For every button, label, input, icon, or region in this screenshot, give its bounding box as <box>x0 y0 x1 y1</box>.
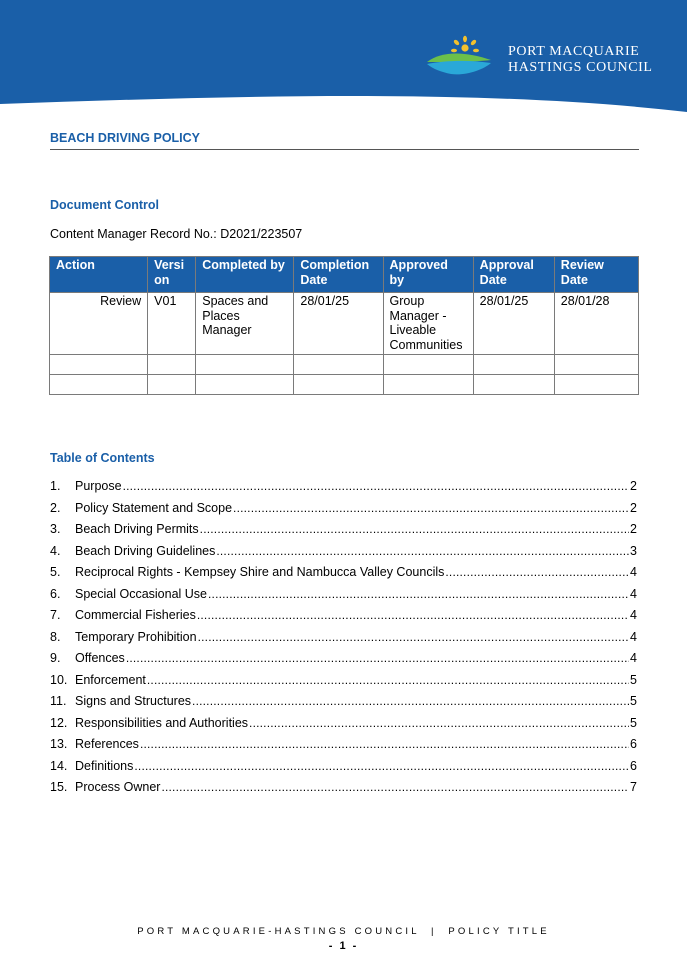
table-cell <box>294 355 383 375</box>
table-cell <box>554 355 638 375</box>
toc-title: Responsibilities and Authorities <box>75 715 249 730</box>
page-number: - 1 - <box>328 940 359 952</box>
toc-page-number: 5 <box>630 672 637 687</box>
table-row <box>50 293 639 355</box>
toc-leader <box>200 521 629 538</box>
toc-item[interactable] <box>50 586 637 608</box>
toc-title: Beach Driving Guidelines <box>75 543 216 558</box>
table-cell: Spaces and Places Manager <box>196 293 294 355</box>
toc-item[interactable] <box>50 715 637 737</box>
toc-title: Reciprocal Rights - Kempsey Shire and Nambucca Valley Councils <box>75 565 445 579</box>
toc-number: 8. <box>50 629 61 644</box>
toc-leader <box>161 779 629 796</box>
table-cell <box>196 375 294 395</box>
table-row <box>50 375 639 395</box>
toc-leader <box>126 650 629 667</box>
table-header-row <box>50 257 639 293</box>
table-cell <box>148 375 196 395</box>
table-cell <box>148 355 196 375</box>
document-control-heading: Document Control <box>50 198 160 212</box>
toc-page-number: 4 <box>630 629 637 644</box>
toc-item[interactable] <box>50 629 637 651</box>
toc-item[interactable] <box>50 478 637 500</box>
toc-leader <box>445 564 629 581</box>
column-header: Approval Date <box>473 257 554 293</box>
table-cell: Review <box>50 293 148 355</box>
toc-number: 7. <box>50 608 61 622</box>
toc-item[interactable] <box>50 543 637 565</box>
toc-number: 13. <box>50 737 68 751</box>
toc-number: 6. <box>50 586 61 601</box>
table-row <box>50 355 639 375</box>
toc-title: Offences <box>75 651 125 665</box>
toc-leader <box>216 543 629 560</box>
toc-title: Temporary Prohibition <box>75 629 197 644</box>
table-of-contents <box>50 478 637 801</box>
toc-leader <box>249 715 629 732</box>
document-control-table <box>49 256 639 395</box>
toc-page-number: 5 <box>630 715 637 730</box>
toc-item[interactable] <box>50 607 637 629</box>
toc-page-number: 2 <box>630 479 637 493</box>
toc-number: 5. <box>50 565 61 579</box>
toc-title: Definitions <box>75 758 134 773</box>
toc-page-number: 2 <box>630 500 637 515</box>
toc-number: 9. <box>50 651 61 665</box>
toc-leader <box>233 500 629 517</box>
toc-leader <box>140 736 629 753</box>
logo-line-2: HASTINGS COUNCIL <box>508 60 653 75</box>
table-cell <box>554 375 638 395</box>
toc-number: 4. <box>50 543 61 558</box>
column-header: Review Date <box>554 257 638 293</box>
title-divider <box>50 149 639 150</box>
table-cell: 28/01/28 <box>554 293 638 355</box>
toc-title: References <box>75 737 139 751</box>
toc-title: Commercial Fisheries <box>75 608 196 622</box>
toc-item[interactable] <box>50 650 637 672</box>
toc-page-number: 7 <box>630 780 637 794</box>
council-logo[interactable] <box>425 32 653 82</box>
logo-line-1: PORT MACQUARIE <box>508 44 640 59</box>
table-cell <box>50 375 148 395</box>
toc-title: Policy Statement and Scope <box>75 500 233 515</box>
toc-leader <box>192 693 629 710</box>
column-header: Completion Date <box>294 257 383 293</box>
toc-page-number: 2 <box>630 522 637 536</box>
toc-item[interactable] <box>50 736 637 758</box>
column-header: Versi on <box>148 257 196 293</box>
toc-page-number: 6 <box>630 758 637 773</box>
toc-leader <box>147 672 629 689</box>
toc-item[interactable] <box>50 779 637 801</box>
toc-page-number: 4 <box>630 565 637 579</box>
sun-wave-icon <box>425 32 497 82</box>
toc-item[interactable] <box>50 500 637 522</box>
table-cell <box>383 355 473 375</box>
toc-leader <box>208 586 629 603</box>
toc-number: 11. <box>50 694 67 708</box>
table-cell: 28/01/25 <box>294 293 383 355</box>
toc-number: 14. <box>50 758 68 773</box>
toc-item[interactable] <box>50 564 637 586</box>
toc-leader <box>198 629 629 646</box>
toc-title: Purpose <box>75 479 122 493</box>
column-header: Action <box>50 257 148 293</box>
toc-title: Enforcement <box>75 672 146 687</box>
toc-number: 2. <box>50 500 61 515</box>
toc-number: 12. <box>50 715 68 730</box>
column-header: Completed by <box>196 257 294 293</box>
table-cell <box>383 375 473 395</box>
toc-item[interactable] <box>50 672 637 694</box>
toc-page-number: 4 <box>630 608 637 622</box>
toc-number: 10. <box>50 672 68 687</box>
footer-text: PORT MACQUARIE-HASTINGS COUNCIL | POLICY TITLE <box>137 926 550 937</box>
toc-title: Process Owner <box>75 780 161 794</box>
toc-leader <box>197 607 629 624</box>
table-cell: 28/01/25 <box>473 293 554 355</box>
table-cell <box>50 355 148 375</box>
toc-title: Signs and Structures <box>75 694 192 708</box>
toc-page-number: 3 <box>630 543 637 558</box>
toc-page-number: 4 <box>630 651 637 665</box>
table-cell <box>294 375 383 395</box>
table-cell <box>196 355 294 375</box>
record-number: Content Manager Record No.: D2021/223507 <box>50 227 303 241</box>
toc-leader <box>134 758 629 775</box>
toc-number: 1. <box>50 479 61 493</box>
column-header: Approved by <box>383 257 473 293</box>
toc-title: Special Occasional Use <box>75 586 208 601</box>
toc-page-number: 4 <box>630 586 637 601</box>
toc-number: 15. <box>50 780 68 794</box>
toc-title: Beach Driving Permits <box>75 522 199 536</box>
toc-heading: Table of Contents <box>50 451 155 465</box>
toc-leader <box>123 478 629 495</box>
toc-number: 3. <box>50 522 61 536</box>
table-cell: V01 <box>148 293 196 355</box>
table-cell: Group Manager - Liveable Communities <box>383 293 473 355</box>
toc-page-number: 6 <box>630 737 637 751</box>
document-title: BEACH DRIVING POLICY <box>50 131 201 145</box>
table-cell <box>473 375 554 395</box>
toc-item[interactable] <box>50 521 637 543</box>
toc-item[interactable] <box>50 693 637 715</box>
toc-page-number: 5 <box>630 694 637 708</box>
table-cell <box>473 355 554 375</box>
toc-item[interactable] <box>50 758 637 780</box>
